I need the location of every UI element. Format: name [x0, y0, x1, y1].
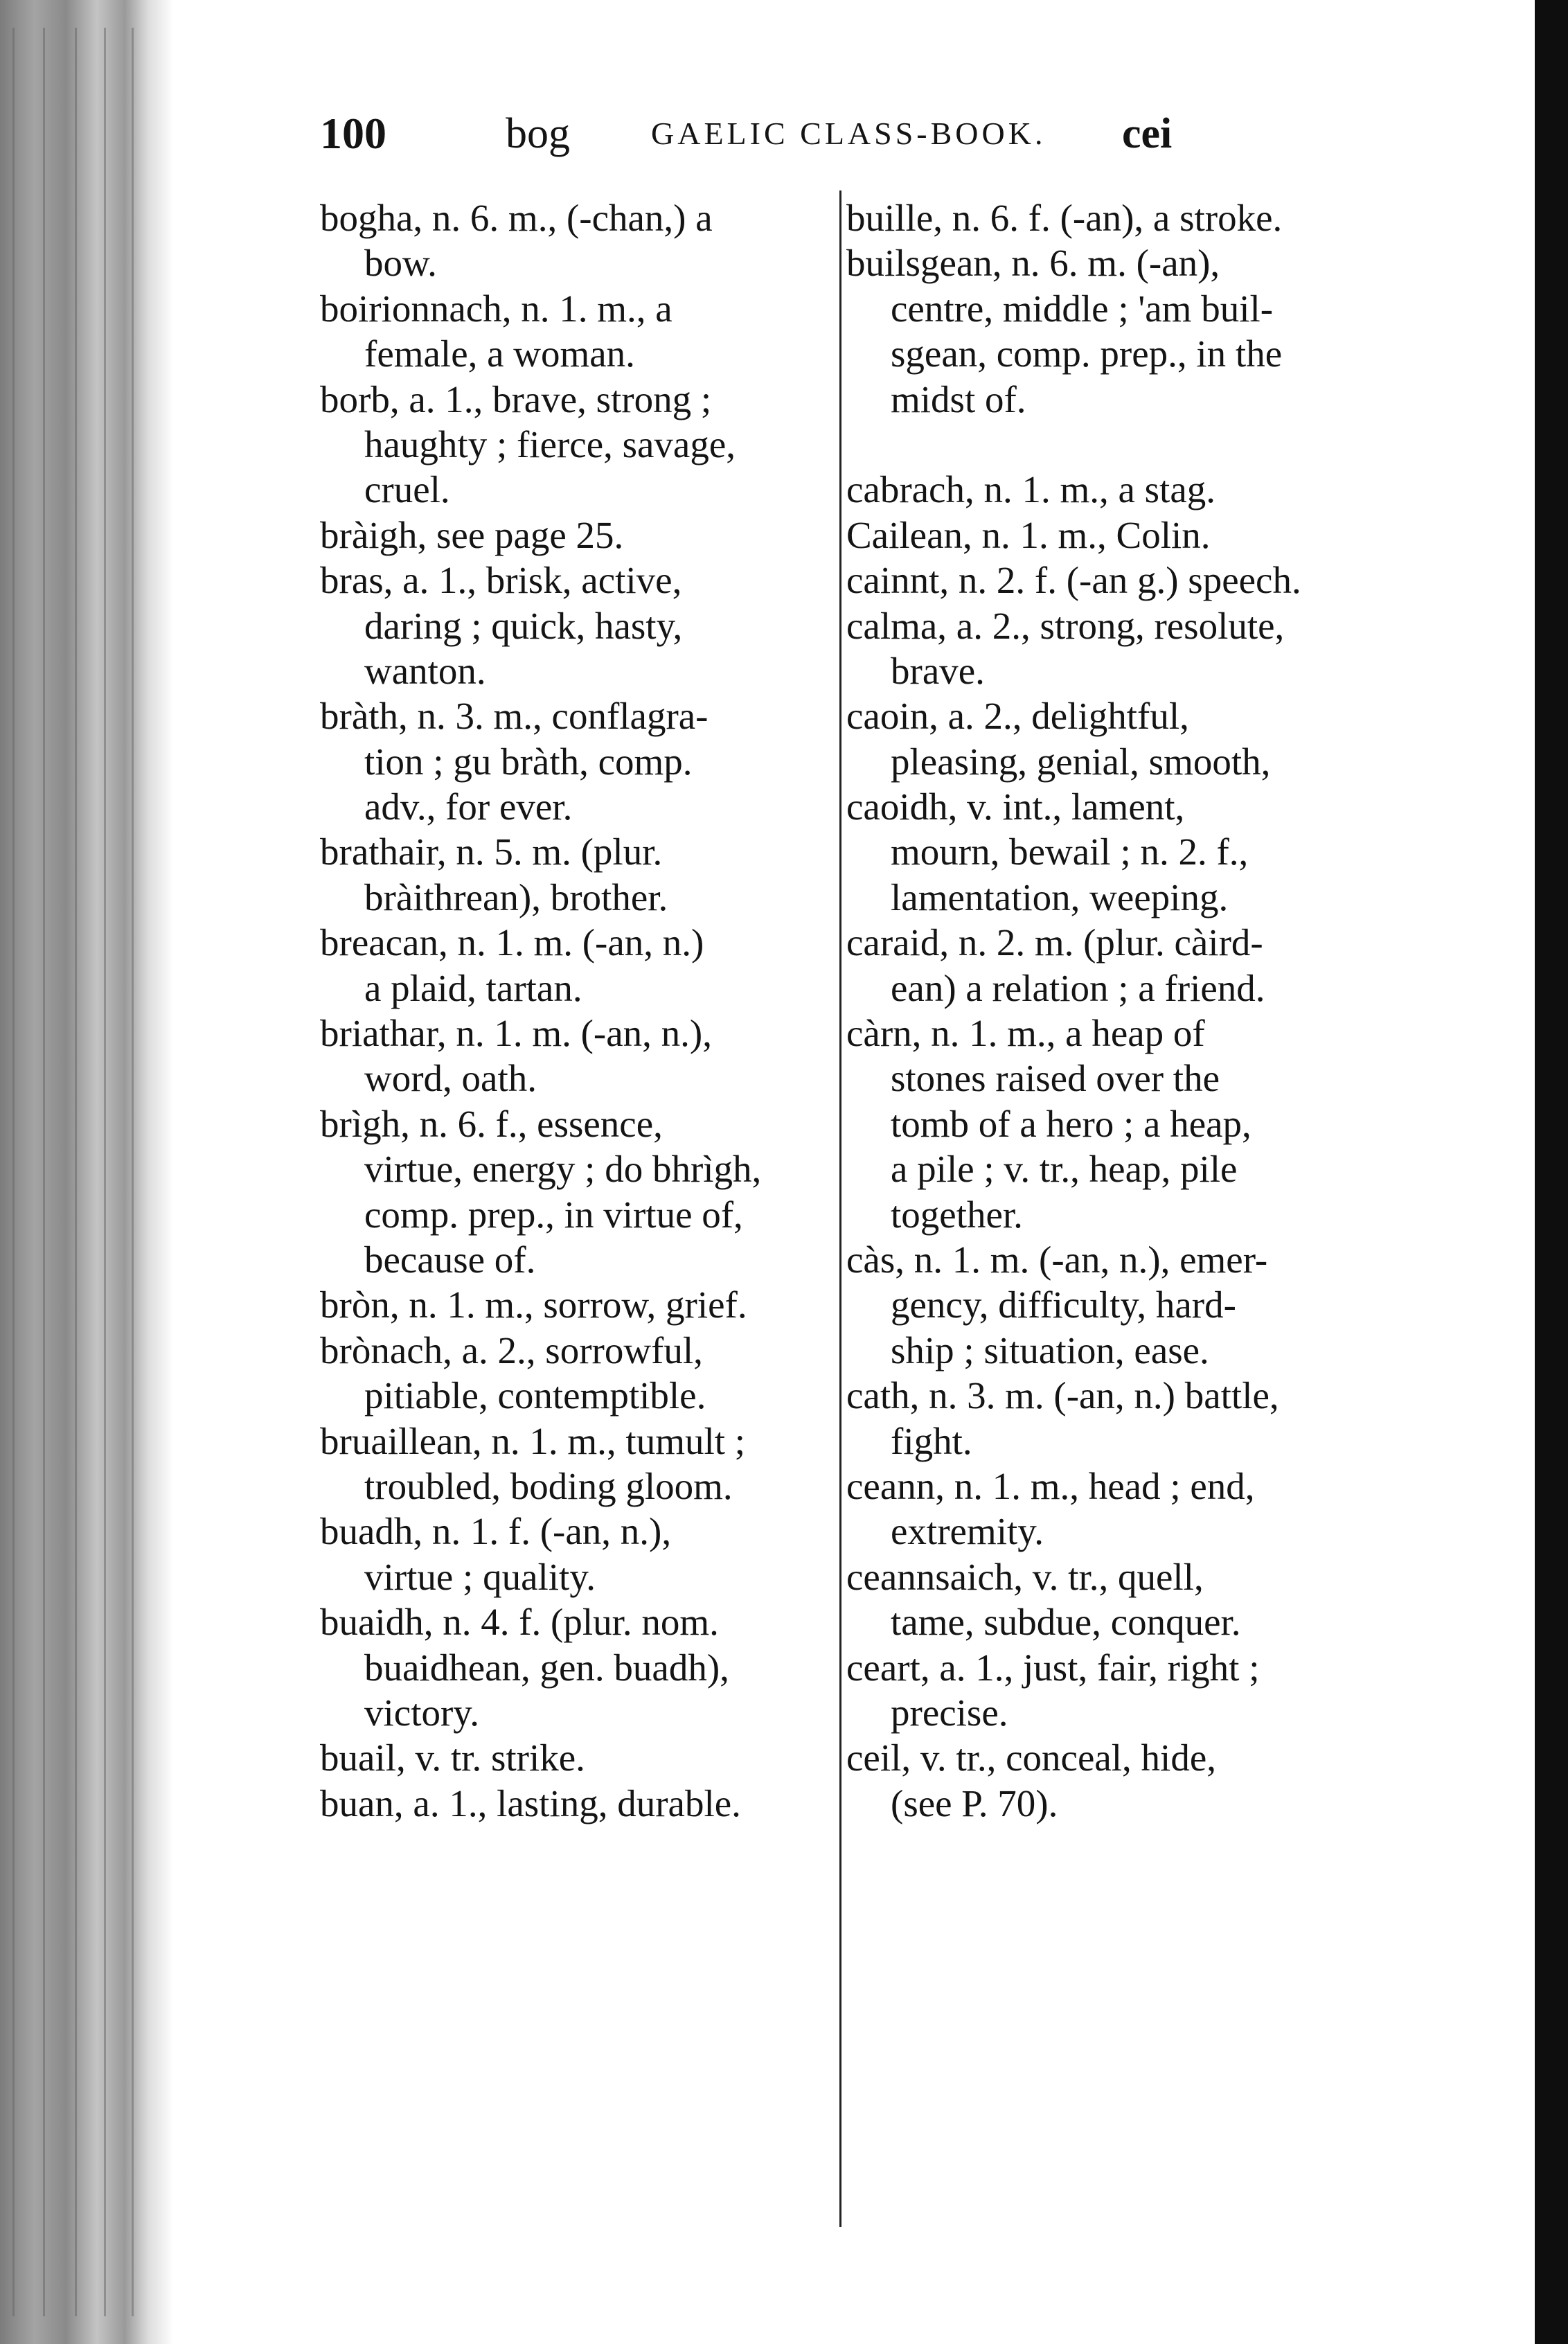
entry-headline: ceart, a. 1., just, fair, right ; — [846, 1646, 1260, 1689]
entry-continuation: precise. — [891, 1691, 1008, 1734]
dictionary-entry — [320, 1328, 832, 1419]
dictionary-entry — [320, 195, 832, 286]
entry-headline: builsgean, n. 6. m. (-an), — [846, 242, 1220, 285]
entry-continuation: together. — [891, 1193, 1023, 1236]
dictionary-entry — [846, 603, 1380, 694]
entry-continuation: pleasing, genial, smooth, — [891, 740, 1271, 783]
entry-continuation: bràithrean), brother. — [364, 876, 668, 918]
entry-continuation: fight. — [891, 1419, 972, 1462]
entry-continuation: sgean, comp. prep., in the — [891, 332, 1283, 375]
entry-continuation: word, oath. — [364, 1057, 537, 1100]
dictionary-entry — [320, 920, 832, 1011]
header-title: GAELIC CLASS-BOOK. — [651, 116, 1046, 151]
dictionary-entry — [320, 1509, 832, 1599]
entry-continuation: ean) a relation ; a friend. — [891, 966, 1265, 1009]
entry-headline: cabrach, n. 1. m., a stag. — [846, 468, 1216, 511]
entry-headline: cath, n. 3. m. (-an, n.) battle, — [846, 1374, 1279, 1417]
entry-headline: càs, n. 1. m. (-an, n.), emer- — [846, 1238, 1268, 1281]
entry-headline: bras, a. 1., brisk, active, — [320, 559, 682, 602]
entry-headline: buadh, n. 1. f. (-an, n.), — [320, 1510, 672, 1553]
dictionary-entry — [320, 377, 832, 513]
dictionary-entry — [846, 920, 1380, 1011]
entry-continuation: lamentation, weeping. — [891, 876, 1229, 918]
entry-continuation: pitiable, contemptible. — [364, 1374, 706, 1417]
running-header — [320, 103, 1227, 165]
dictionary-entry — [846, 195, 1380, 240]
dictionary-entry — [846, 240, 1380, 422]
entry-continuation: a pile ; v. tr., heap, pile — [891, 1148, 1238, 1191]
dictionary-entry — [320, 286, 832, 377]
entry-headline: buan, a. 1., lasting, durable. — [320, 1782, 741, 1824]
entry-headline: buail, v. tr. strike. — [320, 1737, 585, 1779]
entry-headline: caoidh, v. int., lament, — [846, 785, 1185, 828]
entry-continuation: female, a woman. — [364, 332, 635, 375]
entry-headline: ceil, v. tr., conceal, hide, — [846, 1737, 1216, 1779]
entry-headline: boirionnach, n. 1. m., a — [320, 287, 672, 330]
entry-continuation: cruel. — [364, 468, 450, 511]
dictionary-entry — [320, 1282, 832, 1327]
left-column — [320, 195, 832, 1826]
dictionary-entry — [846, 784, 1380, 920]
entry-headline: cainnt, n. 2. f. (-an g.) speech. — [846, 559, 1301, 602]
entry-headline: caraid, n. 2. m. (plur. càird- — [846, 921, 1263, 964]
entry-headline: ceannsaich, v. tr., quell, — [846, 1555, 1204, 1598]
dictionary-entry — [320, 1419, 832, 1509]
dictionary-entry — [846, 1373, 1380, 1464]
dictionary-entry — [846, 1735, 1380, 1826]
dictionary-entry — [846, 513, 1380, 558]
dictionary-entry — [320, 829, 832, 920]
page-number: 100 — [320, 109, 386, 158]
entry-headline: calma, a. 2., strong, resolute, — [846, 604, 1285, 647]
entry-continuation: ship ; situation, ease. — [891, 1329, 1209, 1371]
entry-headline: breacan, n. 1. m. (-an, n.) — [320, 921, 704, 964]
entry-continuation: haughty ; fierce, savage, — [364, 423, 736, 465]
entry-continuation: a plaid, tartan. — [364, 966, 582, 1009]
header-first-word: bog — [506, 110, 570, 157]
entry-headline: bràth, n. 3. m., conflagra- — [320, 695, 709, 738]
entry-continuation: mourn, bewail ; n. 2. f., — [891, 831, 1249, 873]
entry-continuation: stones raised over the — [891, 1057, 1220, 1100]
entry-continuation: tion ; gu bràth, comp. — [364, 740, 693, 783]
dictionary-entry — [846, 467, 1380, 512]
dictionary-entry — [320, 558, 832, 693]
entry-continuation: midst of. — [891, 378, 1026, 420]
dictionary-entry — [846, 558, 1380, 603]
entry-continuation: daring ; quick, hasty, — [364, 604, 683, 647]
dictionary-entry — [320, 1101, 832, 1283]
entry-continuation: because of. — [364, 1238, 536, 1281]
entry-continuation: virtue, energy ; do bhrìgh, — [364, 1148, 762, 1191]
dictionary-entry — [320, 1011, 832, 1101]
entry-continuation: troubled, boding gloom. — [364, 1464, 733, 1507]
entry-continuation: centre, middle ; 'am buil- — [891, 287, 1274, 330]
dictionary-entry — [846, 1554, 1380, 1645]
entry-headline: buaidh, n. 4. f. (plur. nom. — [320, 1601, 719, 1644]
entry-continuation: virtue ; quality. — [364, 1555, 596, 1598]
entry-headline: brìgh, n. 6. f., essence, — [320, 1102, 663, 1145]
entry-headline: bràigh, see page 25. — [320, 513, 624, 556]
dictionary-entry — [846, 1011, 1380, 1237]
dictionary-entry — [846, 1237, 1380, 1373]
right-column — [846, 195, 1380, 1826]
entry-headline: ceann, n. 1. m., head ; end, — [846, 1464, 1255, 1507]
entry-headline: brònach, a. 2., sorrowful, — [320, 1329, 703, 1371]
entry-continuation: (see P. 70). — [891, 1782, 1058, 1824]
dictionary-entry — [320, 693, 832, 829]
entry-headline: caoin, a. 2., delightful, — [846, 695, 1189, 738]
column-divider — [839, 190, 841, 2227]
entry-continuation: gency, difficulty, hard- — [891, 1284, 1236, 1326]
entry-headline: Cailean, n. 1. m., Colin. — [846, 513, 1211, 556]
entry-continuation: extremity. — [891, 1510, 1044, 1553]
entry-headline: borb, a. 1., brave, strong ; — [320, 378, 712, 420]
entry-gap — [846, 422, 1380, 467]
entry-headline: bròn, n. 1. m., sorrow, grief. — [320, 1284, 747, 1326]
entry-headline: càrn, n. 1. m., a heap of — [846, 1012, 1205, 1055]
dictionary-entry — [320, 1599, 832, 1735]
page-gutter-shadow — [0, 0, 173, 2344]
entry-headline: bruaillean, n. 1. m., tumult ; — [320, 1419, 746, 1462]
entry-continuation: adv., for ever. — [364, 785, 573, 828]
dictionary-entry — [846, 1464, 1380, 1554]
entry-continuation: bow. — [364, 242, 437, 285]
entry-headline: bogha, n. 6. m., (-chan,) a — [320, 197, 713, 239]
entry-headline: brathair, n. 5. m. (plur. — [320, 831, 663, 873]
entry-headline: briathar, n. 1. m. (-an, n.), — [320, 1012, 712, 1055]
dictionary-entry — [320, 513, 832, 558]
dictionary-entry — [846, 693, 1380, 784]
entry-continuation: tame, subdue, conquer. — [891, 1601, 1241, 1644]
entry-continuation: tomb of a hero ; a heap, — [891, 1102, 1251, 1145]
header-last-word: cei — [1122, 110, 1173, 157]
entry-headline: buille, n. 6. f. (-an), a stroke. — [846, 197, 1283, 239]
entry-continuation: wanton. — [364, 649, 486, 692]
dictionary-entry — [320, 1781, 832, 1826]
dictionary-entry — [320, 1735, 832, 1780]
dictionary-entry — [846, 1645, 1380, 1736]
entry-continuation: victory. — [364, 1691, 479, 1734]
entry-continuation: buaidhean, gen. buadh), — [364, 1646, 729, 1689]
page-right-edge — [1535, 0, 1568, 2344]
entry-continuation: brave. — [891, 649, 985, 692]
entry-continuation: comp. prep., in virtue of, — [364, 1193, 743, 1236]
